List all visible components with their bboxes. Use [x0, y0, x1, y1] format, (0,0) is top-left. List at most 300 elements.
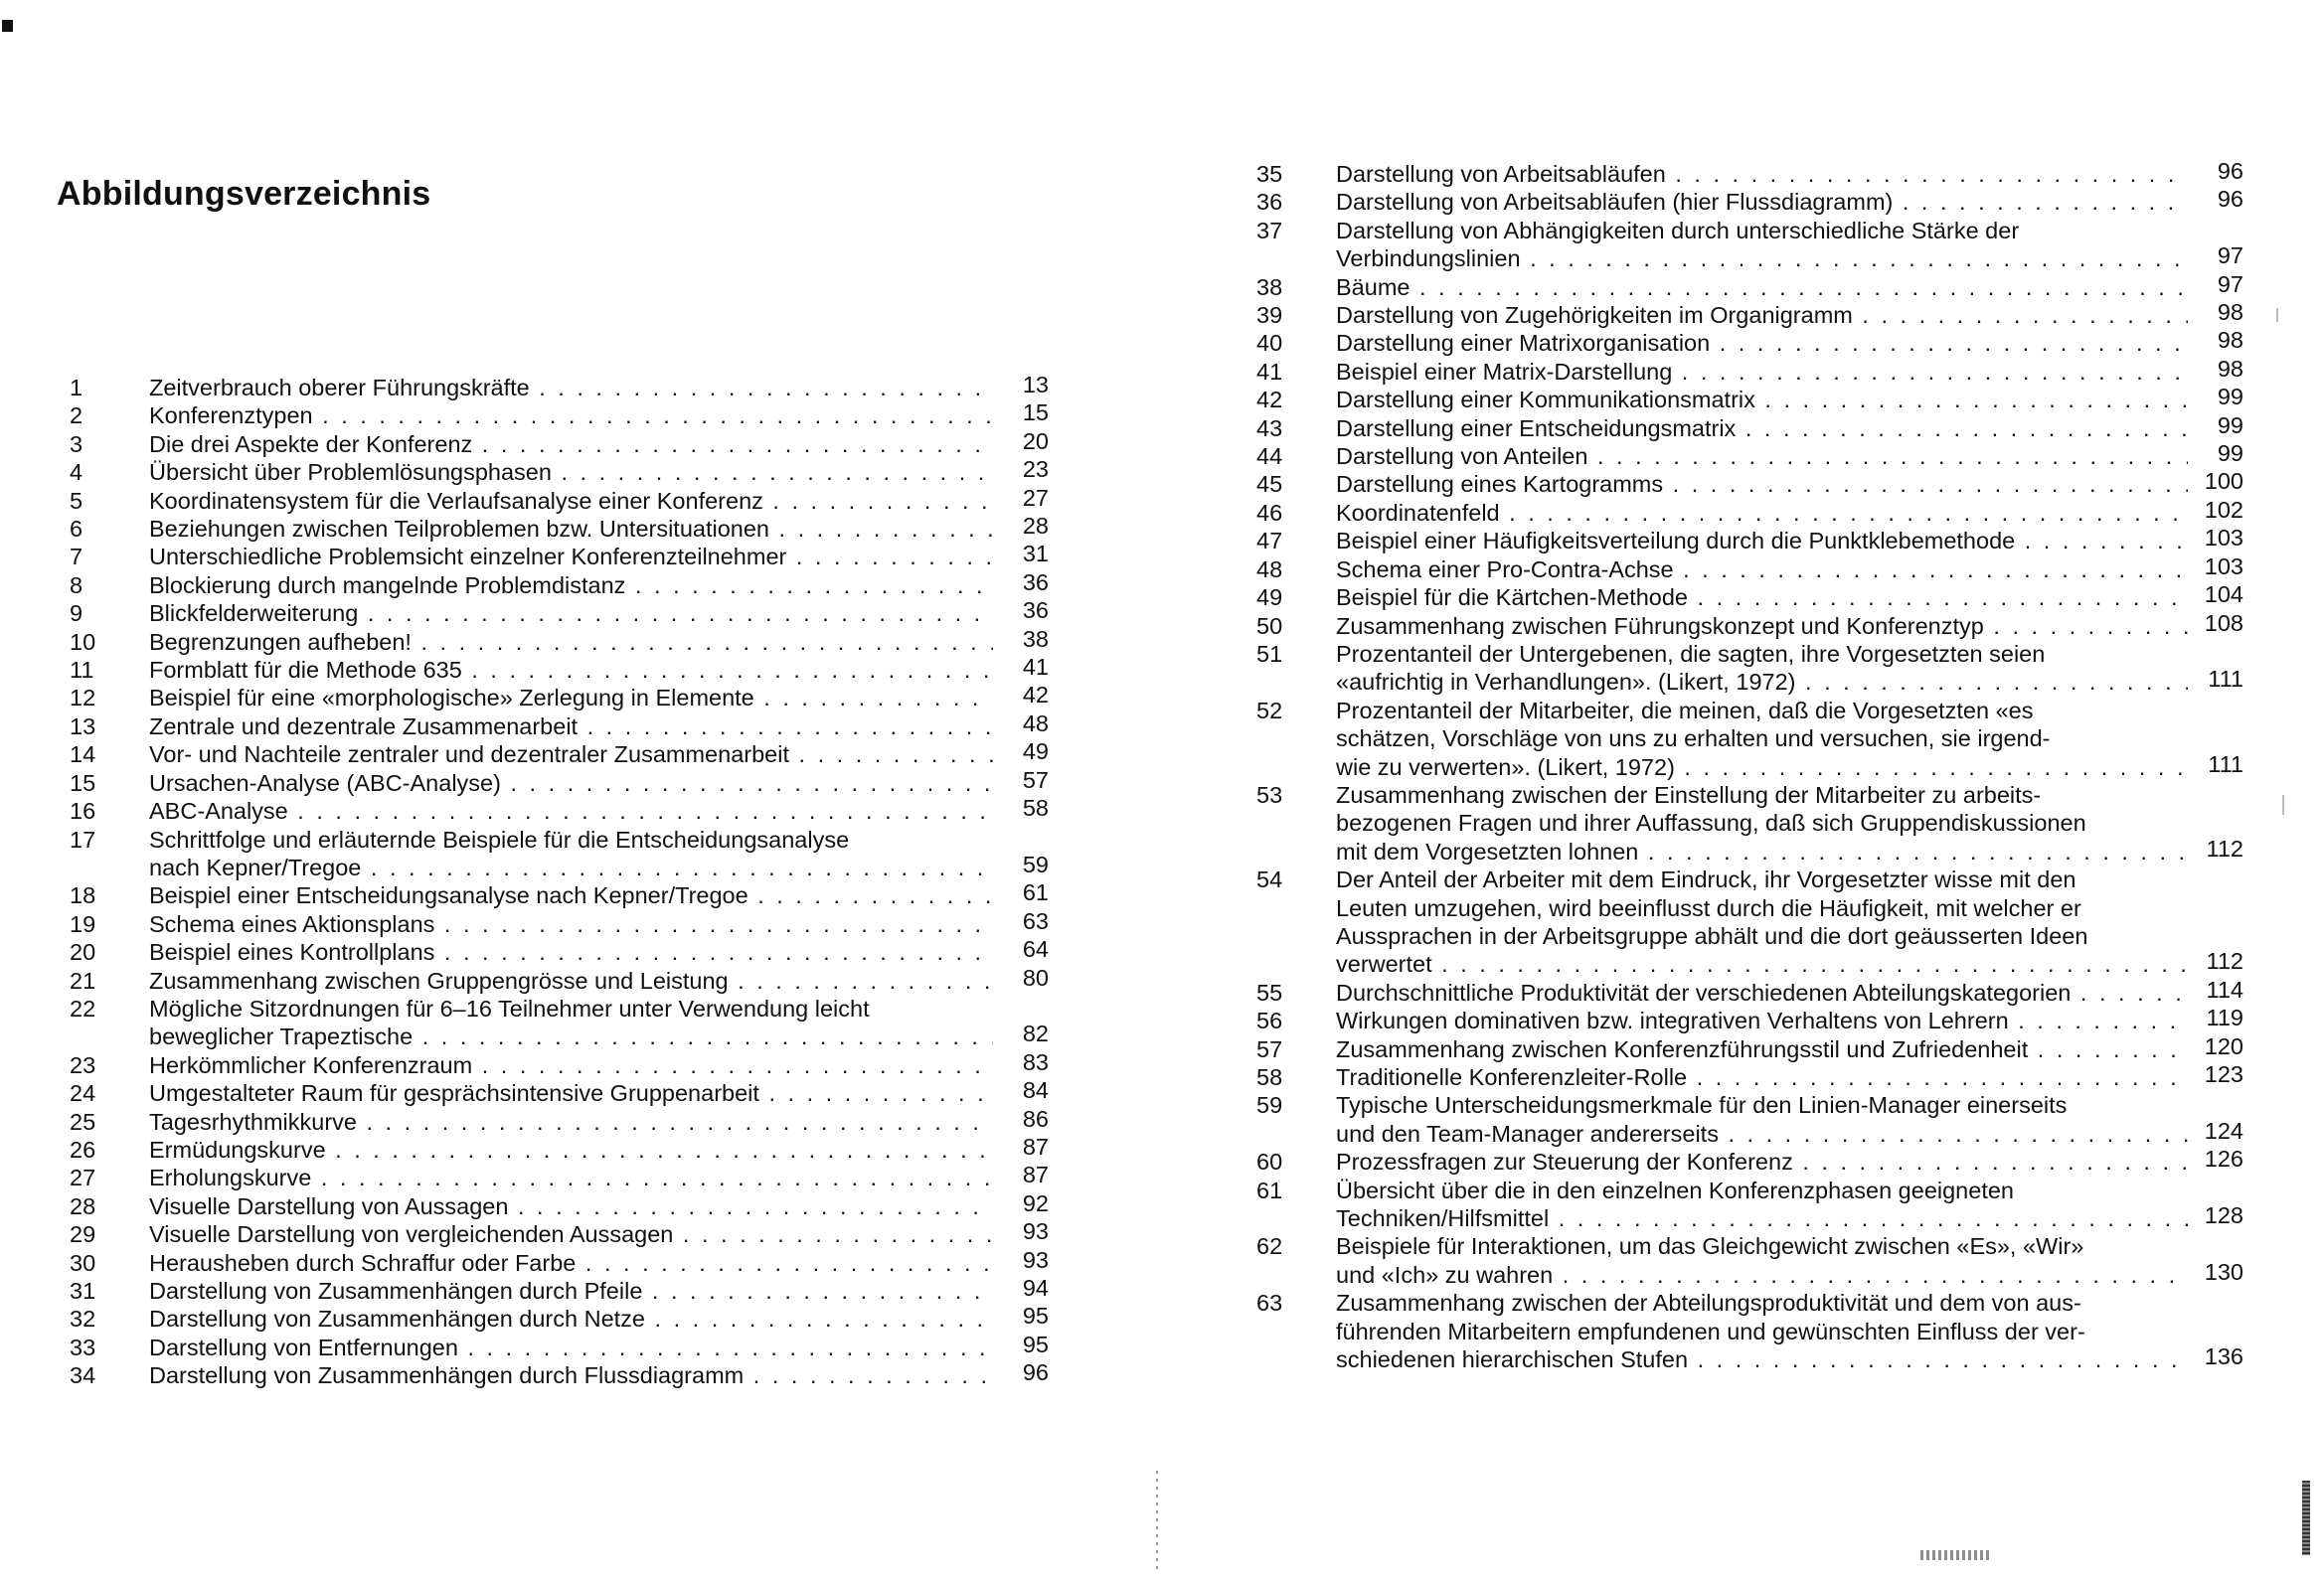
toc-entry	[70, 740, 1049, 768]
figure-title	[149, 1305, 993, 1333]
toc-entry	[70, 712, 1049, 740]
toc-entry	[1256, 976, 2243, 1007]
page-number: 31	[1022, 541, 1049, 567]
toc-entry	[70, 964, 1049, 995]
figure-title	[1336, 1148, 2188, 1176]
figure-number: 15	[70, 769, 96, 796]
figure-number: 37	[1256, 217, 1283, 243]
page-number: 59	[1022, 851, 1049, 877]
page-number: 96	[2217, 158, 2243, 184]
toc-right-column	[1256, 160, 2243, 1373]
figure-title	[149, 1079, 993, 1107]
figure-title-line: Zentrale und dezentrale Zusammenarbeit . . .	[149, 712, 993, 740]
toc-entry	[70, 1220, 1049, 1248]
page-number: 130	[2204, 1258, 2243, 1285]
figure-title-line: Beispiel für eine «morphologische» Zerlegung in Elemente . . .	[149, 684, 993, 711]
page-number: 57	[1022, 766, 1049, 793]
figure-title	[149, 797, 993, 825]
page-number: 98	[2217, 327, 2243, 354]
toc-entry	[70, 907, 1049, 938]
figure-title-line: Herausheben durch Schraffur oder Farbe . . .	[149, 1249, 993, 1277]
page-number: 97	[2217, 242, 2243, 269]
figure-number: 35	[1256, 161, 1283, 187]
figure-title-line: führenden Mitarbeitern empfundenen und gewünschten Einfluss der ver-	[1336, 1318, 2085, 1344]
toc-entry	[70, 401, 1049, 429]
page-number: 28	[1022, 513, 1049, 540]
figure-title-line: Übersicht über Problemlösungsphasen . . .	[149, 458, 993, 486]
figure-title-line: Unterschiedliche Problemsicht einzelner Konferenzteilnehmer . . .	[149, 543, 993, 570]
figure-title	[1336, 583, 2188, 611]
figure-title	[149, 374, 993, 401]
page-number: 136	[2204, 1343, 2243, 1370]
toc-entry	[1256, 188, 2243, 216]
figure-title-line: Traditionelle Konferenzleiter-Rolle . . .	[1336, 1063, 2188, 1091]
figure-title-line: Zusammenhang zwischen der Abteilungsproduktivität und dem von aus-	[1336, 1290, 2081, 1317]
figure-title-line: Tagesrhythmikkurve . . .	[149, 1108, 993, 1136]
corner-mark	[2, 20, 13, 32]
page-number: 23	[1022, 456, 1049, 483]
figure-title-line: Darstellung von Arbeitsabläufen (hier Flussdiagramm) . . .	[1336, 188, 2188, 216]
page-number: 112	[2206, 835, 2243, 862]
figure-number: 22	[70, 995, 96, 1022]
toc-entry	[1256, 411, 2243, 442]
figure-title-line: Visuelle Darstellung von vergleichenden Aussagen . . .	[149, 1220, 993, 1248]
figure-number: 42	[1256, 387, 1283, 413]
figure-title	[1336, 160, 2188, 188]
figure-title-line: Darstellung von Anteilen . . .	[1336, 442, 2188, 470]
figure-title	[1336, 188, 2188, 216]
toc-entry	[70, 484, 1049, 515]
figure-title	[149, 430, 993, 458]
figure-title	[149, 628, 993, 656]
figure-number: 32	[70, 1306, 96, 1333]
figure-number: 58	[1256, 1064, 1283, 1090]
figure-title	[1336, 1007, 2188, 1034]
page-number: 112	[2206, 948, 2243, 975]
figure-title-line: Beispiel für die Kärtchen-Methode . . .	[1336, 583, 2188, 611]
page-number: 82	[1022, 1021, 1049, 1047]
page-number: 13	[1022, 372, 1049, 397]
figure-number: 8	[70, 571, 83, 598]
page-number: 36	[1022, 568, 1049, 595]
figure-number: 61	[1256, 1177, 1283, 1203]
figure-title-line: Vor- und Nachteile zentraler und dezentraler Zusammenarbeit . . .	[149, 740, 993, 768]
figure-number: 63	[1256, 1290, 1283, 1317]
page-number: 104	[2204, 581, 2243, 608]
figure-title	[149, 1249, 993, 1277]
toc-entry	[70, 1277, 1049, 1305]
toc-entry	[1256, 1148, 2243, 1176]
figure-title	[1336, 612, 2188, 640]
figure-number: 26	[70, 1136, 96, 1163]
figure-number: 5	[70, 487, 83, 514]
toc-entry	[1256, 527, 2243, 554]
toc-entry	[70, 515, 1049, 543]
toc-entry	[1256, 270, 2243, 301]
scan-smudge	[1920, 1550, 1992, 1560]
toc-entry	[1256, 640, 2243, 697]
figure-number: 62	[1256, 1233, 1283, 1260]
figure-title	[1336, 470, 2188, 498]
page-number: 27	[1022, 484, 1049, 511]
page-number: 58	[1022, 795, 1049, 822]
page-number: 87	[1022, 1162, 1049, 1188]
figure-title-line: Beziehungen zwischen Teilproblemen bzw. Untersituationen . . .	[149, 515, 993, 543]
page-number: 96	[1022, 1359, 1049, 1386]
figure-number: 52	[1256, 697, 1283, 723]
figure-title-line: Bäume . . .	[1336, 273, 2188, 301]
toc-entry	[70, 938, 1049, 966]
figure-title-line: Darstellung einer Kommunikationsmatrix . . .	[1336, 386, 2188, 413]
toc-entry	[1256, 160, 2243, 188]
toc-entry	[70, 766, 1049, 797]
figure-title-line: Darstellung von Zugehörigkeiten im Organigramm . . .	[1336, 301, 2188, 329]
figure-title-line: und «Ich» zu wahren . . .	[1336, 1261, 2188, 1289]
page-number: 99	[2217, 440, 2243, 467]
toc-entry	[1256, 470, 2243, 498]
figure-title-line: Ursachen-Analyse (ABC-Analyse) . . .	[149, 769, 993, 797]
figure-title-line: Zeitverbrauch oberer Führungskräfte . . .	[149, 374, 993, 401]
toc-entry	[1256, 301, 2243, 329]
page-number: 97	[2217, 270, 2243, 297]
figure-title-line: Beispiel einer Matrix-Darstellung . . .	[1336, 358, 2188, 386]
figure-title-line: Darstellung von Abhängigkeiten durch unterschiedliche Stärke der	[1336, 217, 2020, 243]
figure-title	[149, 515, 993, 543]
toc-entry	[1256, 697, 2243, 781]
figure-title	[1336, 217, 2188, 273]
toc-entry	[1256, 1232, 2243, 1289]
figure-title-line: Prozessfragen zur Steuerung der Konferenz . . .	[1336, 1148, 2188, 1176]
page-number: 111	[2208, 750, 2243, 777]
page-number: 98	[2217, 355, 2243, 382]
figure-number: 57	[1256, 1035, 1283, 1062]
page-number: 38	[1022, 625, 1049, 652]
figure-title	[149, 881, 993, 909]
figure-title-line: Herkömmlicher Konferenzraum . . .	[149, 1051, 993, 1079]
figure-title	[1336, 1035, 2188, 1063]
page-number: 103	[2204, 525, 2243, 552]
page-number: 63	[1022, 907, 1049, 934]
figure-number: 49	[1256, 584, 1283, 611]
figure-number: 6	[70, 516, 83, 543]
toc-entry	[70, 1048, 1049, 1079]
figure-title-line: Begrenzungen aufheben! . . .	[149, 628, 993, 656]
toc-entry	[70, 1246, 1049, 1277]
figure-title	[149, 826, 993, 882]
toc-entry	[70, 1164, 1049, 1191]
figure-number: 60	[1256, 1149, 1283, 1176]
figure-title-line: Darstellung von Zusammenhängen durch Flussdiagramm . . .	[149, 1361, 993, 1389]
toc-entry	[1256, 355, 2243, 386]
figure-number: 55	[1256, 979, 1283, 1006]
figure-title-line: Mögliche Sitzordnungen für 6–16 Teilnehmer unter Verwendung leicht	[149, 995, 870, 1022]
toc-entry	[70, 599, 1049, 627]
figure-number: 29	[70, 1221, 96, 1248]
figure-number: 56	[1256, 1008, 1283, 1034]
figure-title	[1336, 781, 2188, 866]
page-number: 41	[1022, 654, 1049, 681]
figure-title-line: Der Anteil der Arbeiter mit dem Eindruck, ihr Vorgesetzter wisse mit den	[1336, 867, 2076, 893]
page-number: 124	[2204, 1117, 2243, 1144]
figure-title	[1336, 1091, 2188, 1148]
figure-title	[1336, 358, 2188, 386]
figure-title	[149, 571, 993, 599]
figure-number: 13	[70, 712, 96, 739]
figure-number: 50	[1256, 612, 1283, 639]
figure-title	[149, 1108, 993, 1136]
figure-number: 24	[70, 1080, 96, 1107]
toc-entry	[1256, 781, 2243, 866]
figure-title-line: Blickfelderweiterung . . .	[149, 599, 993, 627]
figure-title	[149, 1192, 993, 1220]
figure-title-line: und den Team-Manager andererseits . . .	[1336, 1120, 2188, 1148]
figure-title-line: Darstellung von Zusammenhängen durch Pfeile . . .	[149, 1277, 993, 1305]
page-number: 92	[1022, 1189, 1049, 1216]
page-number: 42	[1022, 682, 1049, 709]
figure-title	[149, 684, 993, 711]
figure-number: 20	[70, 939, 96, 966]
figure-title-line: schiedenen hierarchischen Stufen . . .	[1336, 1345, 2188, 1373]
page-number: 128	[2204, 1202, 2243, 1229]
figure-title-line: Verbindungslinien . . .	[1336, 244, 2188, 272]
figure-title	[149, 1051, 993, 1079]
figure-title-line: nach Kepner/Tregoe . . .	[149, 854, 993, 881]
toc-entry	[70, 797, 1049, 825]
figure-title	[1336, 1063, 2188, 1091]
figure-title	[149, 401, 993, 429]
scan-speck	[2276, 308, 2278, 322]
page-number: 96	[2217, 186, 2243, 213]
figure-title-line: Blockierung durch mangelnde Problemdistanz . . .	[149, 571, 993, 599]
figure-title-line: beweglicher Trapeztische . . .	[149, 1023, 993, 1050]
figure-title-line: Darstellung von Arbeitsabläufen . . .	[1336, 160, 2188, 188]
figure-title-line: Darstellung von Entfernungen . . .	[149, 1334, 993, 1361]
figure-title	[1336, 1232, 2188, 1289]
page-number: 95	[1022, 1303, 1049, 1330]
figure-title	[149, 769, 993, 797]
figure-title	[149, 656, 993, 684]
figure-title-line: Zusammenhang zwischen Gruppengrösse und Leistung . . .	[149, 967, 993, 995]
page-number: 93	[1022, 1218, 1049, 1245]
figure-title	[149, 458, 993, 486]
toc-entry	[70, 625, 1049, 656]
figure-title-line: Ermüdungskurve . . .	[149, 1136, 993, 1164]
figure-title	[149, 910, 993, 938]
toc-entry	[1256, 1007, 2243, 1034]
page-number: 100	[2204, 468, 2243, 495]
figure-title	[149, 967, 993, 995]
figure-number: 14	[70, 741, 96, 768]
page-number: 94	[1022, 1275, 1049, 1301]
page-number: 126	[2204, 1146, 2243, 1173]
toc-entry	[1256, 217, 2243, 273]
toc-left-column	[70, 374, 1049, 1390]
figure-title-line: Darstellung eines Kartogramms . . .	[1336, 470, 2188, 498]
figure-title	[149, 1361, 993, 1389]
toc-entry	[70, 1189, 1049, 1220]
figure-title-line: Beispiel eines Kontrollplans . . .	[149, 938, 993, 966]
figure-number: 43	[1256, 414, 1283, 441]
figure-title-line: Beispiele für Interaktionen, um das Gleichgewicht zwischen «Es», «Wir»	[1336, 1233, 2084, 1260]
toc-entry	[70, 568, 1049, 599]
figure-number: 10	[70, 628, 96, 655]
page-number: 119	[2206, 1005, 2243, 1031]
figure-title-line: Übersicht über die in den einzelnen Konferenzphasen geeigneten	[1336, 1177, 2014, 1203]
toc-entry	[1256, 866, 2243, 979]
figure-title	[1336, 527, 2188, 554]
figure-number: 7	[70, 544, 83, 570]
page-number: 95	[1022, 1331, 1049, 1357]
figure-title-line: Koordinatenfeld . . .	[1336, 499, 2188, 527]
figure-title-line: ABC-Analyse . . .	[149, 797, 993, 825]
figure-number: 39	[1256, 302, 1283, 329]
figure-title-line: Zusammenhang zwischen der Einstellung der Mitarbeiter zu arbeits-	[1336, 781, 2042, 808]
figure-title	[149, 1220, 993, 1248]
page-number: 36	[1022, 597, 1049, 624]
toc-entry	[70, 995, 1049, 1051]
page-number: 93	[1022, 1246, 1049, 1273]
figure-title-line: mit dem Vorgesetzten lohnen . . .	[1336, 838, 2188, 866]
figure-title-line: Prozentanteil der Untergebenen, die sagten, ihre Vorgesetzten seien	[1336, 640, 2046, 667]
toc-entry	[70, 427, 1049, 458]
page-number: 64	[1022, 936, 1049, 963]
figure-number: 11	[70, 657, 94, 684]
figure-number: 1	[70, 375, 83, 400]
figure-number: 16	[70, 798, 96, 825]
figure-title-line: Leuten umzugehen, wird beeinflusst durch die Häufigkeit, mit welcher er	[1336, 894, 2081, 921]
figure-title	[149, 487, 993, 515]
figure-number: 23	[70, 1051, 96, 1078]
figure-title	[1336, 979, 2188, 1007]
figure-title-line: Schema eines Aktionsplans . . .	[149, 910, 993, 938]
page-number: 83	[1022, 1048, 1049, 1075]
figure-title-line: Typische Unterscheidungsmerkmale für den Linien-Manager einerseits	[1336, 1092, 2068, 1119]
figure-title-line: bezogenen Fragen und ihrer Auffassung, daß sich Gruppendiskussionen	[1336, 810, 2086, 837]
figure-number: 25	[70, 1108, 96, 1135]
figure-number: 18	[70, 882, 96, 909]
figure-number: 31	[70, 1278, 96, 1304]
figure-number: 51	[1256, 640, 1283, 667]
figure-number: 46	[1256, 499, 1283, 526]
page-number: 99	[2217, 411, 2243, 438]
page-number: 108	[2204, 609, 2243, 636]
toc-entry	[70, 1361, 1049, 1389]
figure-number: 19	[70, 910, 96, 937]
figure-title	[1336, 697, 2188, 781]
figure-title	[149, 1164, 993, 1191]
figure-title-line: Beispiel einer Entscheidungsanalyse nach Kepner/Tregoe . . .	[149, 881, 993, 909]
figure-title-line: Die drei Aspekte der Konferenz . . .	[149, 430, 993, 458]
figure-title-line: verwertet . . .	[1336, 950, 2188, 978]
figure-title	[1336, 499, 2188, 527]
page-number: 120	[2204, 1032, 2243, 1059]
figure-title-line: «aufrichtig in Verhandlungen». (Likert, 1972) . . .	[1336, 668, 2188, 696]
figure-title	[1336, 386, 2188, 413]
figure-title	[1336, 1289, 2188, 1373]
figure-title-line: Zusammenhang zwischen Führungskonzept und Konferenztyp . . .	[1336, 612, 2188, 640]
figure-title	[149, 1136, 993, 1164]
page-number: 15	[1022, 399, 1049, 426]
toc-entry	[70, 684, 1049, 711]
figure-number: 30	[70, 1249, 96, 1276]
figure-title-line: Visuelle Darstellung von Aussagen . . .	[149, 1192, 993, 1220]
toc-entry	[1256, 1091, 2243, 1148]
figure-number: 54	[1256, 867, 1283, 893]
figure-title-line: Umgestalteter Raum für gesprächsintensive Gruppenarbeit . . .	[149, 1079, 993, 1107]
figure-number: 3	[70, 430, 83, 457]
figure-title-line: Aussprachen in der Arbeitsgruppe abhält und die dort geäusserten Ideen	[1336, 922, 2088, 949]
figure-title-line: schätzen, Vorschläge von uns zu erhalten und versuchen, sie irgend-	[1336, 725, 2051, 752]
toc-entry	[70, 656, 1049, 684]
page-number: 49	[1022, 738, 1049, 765]
figure-number: 40	[1256, 330, 1283, 357]
figure-title	[1336, 301, 2188, 329]
figure-number: 53	[1256, 781, 1283, 808]
figure-number: 45	[1256, 471, 1283, 498]
figure-title-line: Prozentanteil der Mitarbeiter, die meinen, daß die Vorgesetzten «es	[1336, 697, 2034, 723]
figure-title-line: Darstellung einer Entscheidungsmatrix . . .	[1336, 414, 2188, 442]
figure-number: 12	[70, 685, 96, 711]
toc-entry	[1256, 1177, 2243, 1233]
figure-number: 59	[1256, 1092, 1283, 1119]
page-number: 99	[2217, 384, 2243, 410]
figure-title	[1336, 1177, 2188, 1233]
figure-title-line: Beispiel einer Häufigkeitsverteilung durch die Punktklebemethode . . .	[1336, 527, 2188, 554]
toc-entry	[1256, 583, 2243, 611]
page-number: 86	[1022, 1105, 1049, 1132]
toc-entry	[1256, 1032, 2243, 1063]
figure-number: 28	[70, 1192, 96, 1219]
figure-title	[149, 995, 993, 1051]
toc-entry	[70, 1331, 1049, 1361]
page-number: 103	[2204, 552, 2243, 579]
page-number: 20	[1022, 427, 1049, 454]
page-title: Abbildungsverzeichnis	[57, 175, 431, 213]
figure-title	[149, 938, 993, 966]
figure-title-line: Darstellung einer Matrixorganisation . . .	[1336, 329, 2188, 357]
toc-entry	[70, 1105, 1049, 1136]
figure-number: 34	[70, 1362, 96, 1389]
toc-entry	[1256, 1289, 2243, 1373]
page-number: 48	[1022, 710, 1049, 736]
figure-number: 21	[70, 967, 96, 994]
figure-title	[149, 1277, 993, 1305]
toc-entry	[1256, 329, 2243, 357]
figure-title	[1336, 866, 2188, 979]
toc-entry	[70, 1079, 1049, 1107]
figure-title	[149, 543, 993, 570]
toc-entry	[1256, 1063, 2243, 1091]
figure-title-line: Konferenztypen . . .	[149, 401, 993, 429]
figure-number: 17	[70, 826, 96, 853]
figure-number: 47	[1256, 528, 1283, 554]
page-number: 80	[1022, 964, 1049, 991]
toc-entry	[1256, 386, 2243, 413]
toc-entry	[1256, 552, 2243, 583]
toc-entry	[70, 374, 1049, 401]
figure-title-line: Darstellung von Zusammenhängen durch Netze . . .	[149, 1305, 993, 1333]
page-number: 123	[2204, 1061, 2243, 1087]
page-number: 98	[2217, 299, 2243, 326]
figure-number: 27	[70, 1165, 96, 1191]
figure-title	[149, 740, 993, 768]
page-number: 111	[2208, 666, 2243, 693]
page-edge-mark	[2302, 1481, 2310, 1555]
figure-title	[149, 712, 993, 740]
figure-title-line: Techniken/Hilfsmittel . . .	[1336, 1204, 2188, 1232]
figure-number: 2	[70, 402, 83, 429]
toc-entry	[1256, 609, 2243, 640]
